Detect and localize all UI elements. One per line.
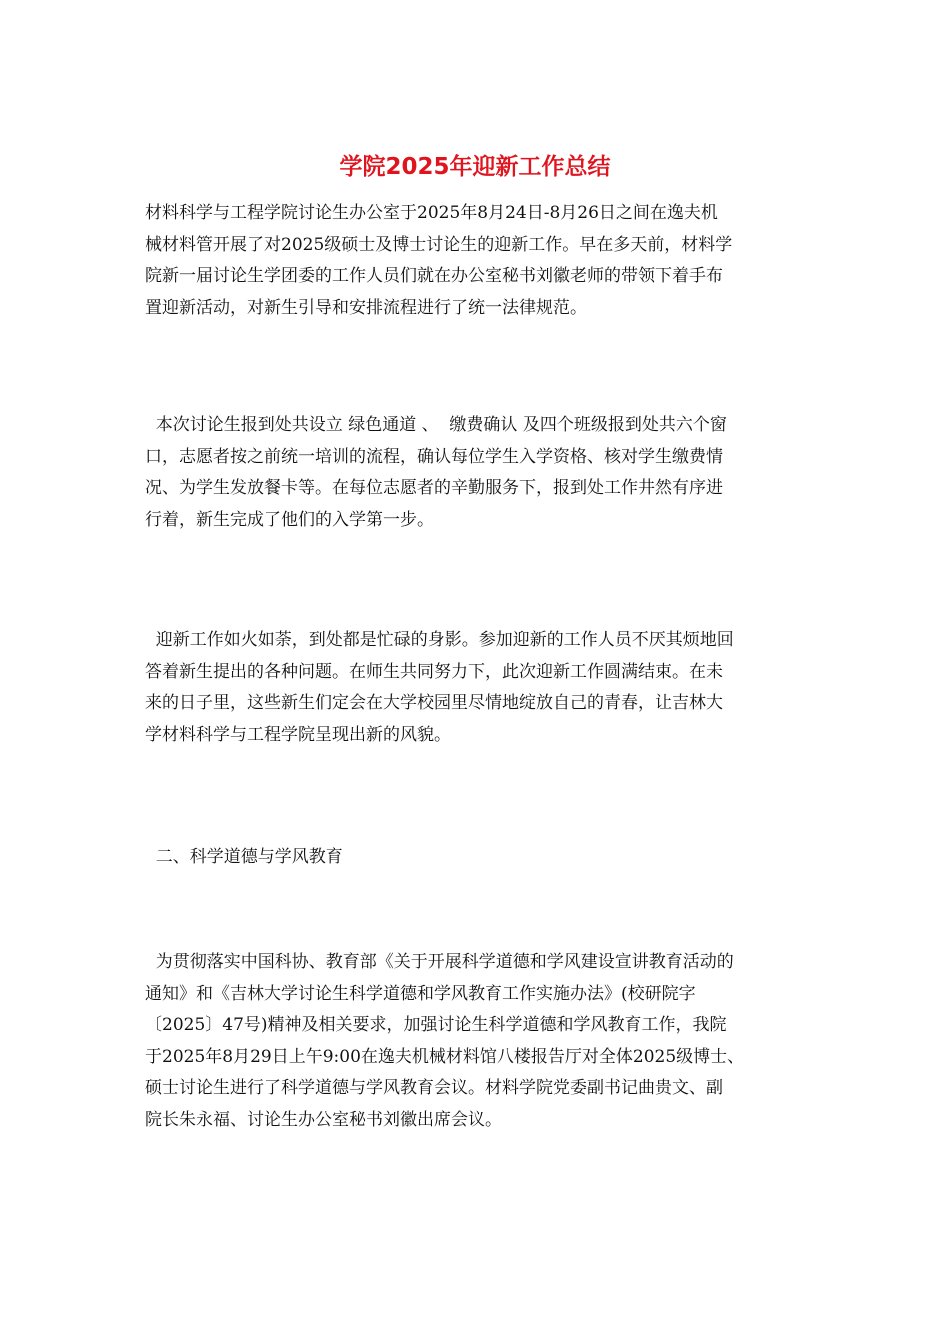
document-title: 学院2025年迎新工作总结 bbox=[339, 154, 611, 180]
paragraph-5 bbox=[145, 947, 815, 1136]
text-line: 二、科学道德与学风教育 bbox=[145, 847, 343, 867]
text-line: 院新一届讨论生学团委的工作人员们就在办公室秘书刘徽老师的带领下着手布 bbox=[145, 266, 723, 286]
text-line: 置迎新活动，对新生引导和安排流程进行了统一法律规范。 bbox=[145, 297, 587, 318]
text-line: 来的日子里，这些新生们定会在大学校园里尽情地绽放自己的青春，让吉林大 bbox=[145, 693, 723, 713]
text-line: 学材料科学与工程学院呈现出新的风貌。 bbox=[145, 724, 451, 745]
text-line: 于2025年8月29日上午9:00在逸夫机械材料馆八楼报告厅对全体2025级博士、 bbox=[145, 1046, 745, 1067]
text-line: 行着，新生完成了他们的入学第一步。 bbox=[145, 509, 434, 530]
text-line: 口，志愿者按之前统一培训的流程，确认每位学生入学资格、核对学生缴费情 bbox=[145, 446, 723, 467]
text-line: 材料科学与工程学院讨论生办公室于2025年8月24日-8月26日之间在逸夫机 bbox=[145, 203, 718, 223]
text-line: 为贯彻落实中国科协、教育部《关于开展科学道德和学风建设宣讲教育活动的 bbox=[145, 952, 734, 972]
paragraph-1 bbox=[145, 198, 815, 324]
text-line: 院长朱永福、讨论生办公室秘书刘徽出席会议。 bbox=[145, 1109, 502, 1130]
text-line: 械材料管开展了对2025级硕士及博士讨论生的迎新工作。早在多天前，材料学 bbox=[145, 234, 733, 255]
paragraph-2 bbox=[145, 410, 815, 536]
text-line: 况、为学生发放餐卡等。在每位志愿者的辛勤服务下，报到处工作井然有序进 bbox=[145, 478, 723, 498]
text-line: 硕士讨论生进行了科学道德与学风教育会议。材料学院党委副书记曲贵文、副 bbox=[145, 1078, 723, 1098]
text-line: 迎新工作如火如荼，到处都是忙碌的身影。参加迎新的工作人员不厌其烦地回 bbox=[145, 630, 734, 650]
text-line: 通知》和《吉林大学讨论生科学道德和学风教育工作实施办法》(校研院字 bbox=[145, 983, 696, 1004]
paragraph-3 bbox=[145, 625, 815, 751]
text-line: 〔2025〕47号)精神及相关要求，加强讨论生科学道德和学风教育工作，我院 bbox=[145, 1015, 727, 1035]
section-heading bbox=[145, 842, 815, 874]
text-line: 本次讨论生报到处共设立 绿色通道 、 缴费确认 及四个班级报到处共六个窗 bbox=[145, 415, 727, 435]
text-line: 答着新生提出的各种问题。在师生共同努力下，此次迎新工作圆满结束。在未 bbox=[145, 661, 723, 682]
